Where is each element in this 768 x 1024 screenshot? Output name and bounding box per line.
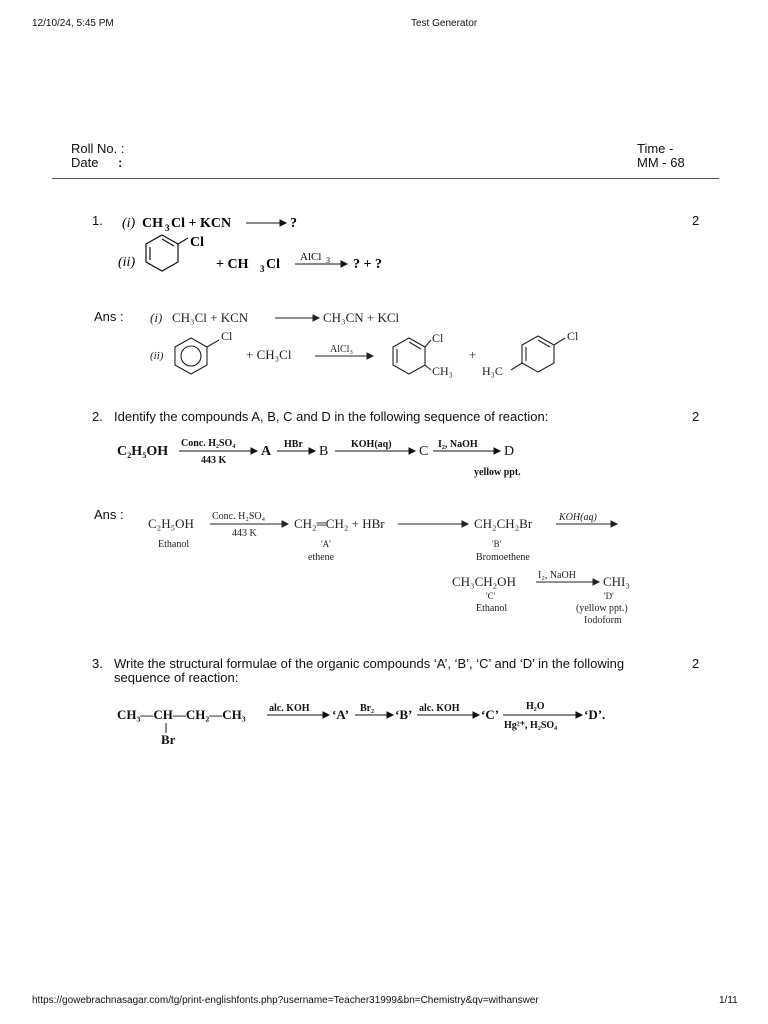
q1-ans-ii-catalyst: AlCl₃	[330, 344, 353, 355]
date-label: Date	[71, 155, 99, 170]
question-1-equation	[110, 206, 430, 276]
q2-eq-start: C₂H₅OH	[117, 444, 169, 459]
page-number: 1/11	[719, 995, 738, 1006]
q3-eq-cond4-bot: Hg²⁺, H₂SO₄	[504, 720, 558, 731]
q2-ans-cond3: KOH(aq)	[559, 512, 597, 523]
question-2-number: 2.	[92, 409, 103, 424]
date-colon: :	[118, 155, 123, 170]
q2-ans-cond1-top: Conc. H₂SO₄	[212, 511, 266, 522]
q1-ans-p2-h3c: H₃C	[482, 364, 503, 378]
q1-eq-ii-plus: + CH	[216, 257, 249, 272]
q2-ans-ethanol-name: Ethanol	[476, 603, 508, 614]
q1-eq-ii-cl2: Cl	[266, 257, 280, 272]
q3-eq-cond3: alc. KOH	[419, 703, 460, 714]
q3-eq-d: ‘D’.	[584, 707, 606, 722]
q1-eq-ii-sub: 3	[260, 264, 265, 274]
q2-ans-chi3-tag: 'D'	[604, 591, 614, 601]
q2-eq-b: B	[319, 444, 329, 459]
q2-eq-cond1-top: Conc. H₂SO₄	[181, 438, 236, 449]
q1-eq-ii-prefix: (ii)	[118, 255, 136, 270]
print-datetime: 12/10/24, 5:45 PM	[32, 18, 114, 29]
q1-ans-p1-cl: Cl	[432, 331, 444, 345]
q1-ans-p1-ch3: CH₃	[432, 364, 453, 378]
print-title: Test Generator	[411, 18, 478, 29]
q3-eq-br: Br	[161, 732, 176, 747]
q2-eq-cond3: KOH(aq)	[351, 439, 392, 450]
q1-ans-i-prefix: (i)	[150, 310, 163, 325]
question-1-marks: 2	[692, 213, 700, 228]
time-label: Time -	[637, 141, 674, 156]
q2-ans-chi3: CHI₃	[603, 574, 630, 589]
question-3-number: 3.	[92, 656, 103, 671]
question-2-answer	[146, 505, 646, 630]
q2-ans-ethene: CH₂═CH₂ + HBr	[294, 516, 385, 531]
max-marks-label: MM - 68	[637, 155, 685, 170]
print-url[interactable]: https://gowebrachnasagar.com/tg/print-englishfonts.php?username=Teacher31999&bn=Chemistry&qv=withanswer	[32, 995, 539, 1006]
q1-ans-plus: +	[469, 347, 477, 362]
q3-eq-b: ‘B’	[395, 707, 413, 722]
q2-ans-chi3-name: Iodoform	[584, 615, 622, 626]
roll-no-label: Roll No. :	[71, 141, 125, 156]
q1-eq-ii-products: ? + ?	[353, 257, 382, 272]
q2-ans-cond1-bot: 443 K	[232, 528, 257, 539]
q1-eq-i-product: ?	[290, 216, 297, 231]
q1-ans-p2-cl: Cl	[567, 329, 579, 343]
q1-eq-i-sub: 3	[165, 223, 170, 233]
q2-ans-ethanol-tag: 'C'	[486, 591, 496, 601]
question-2-answer-label: Ans :	[94, 507, 124, 522]
q2-eq-cond4: I₂, NaOH	[438, 439, 478, 450]
question-2-text: Identify the compounds A, B, C and D in the following sequence of reaction:	[114, 409, 549, 424]
question-3-marks: 2	[692, 656, 700, 671]
q2-ans-start-name: Ethanol	[158, 539, 190, 550]
question-2-marks: 2	[692, 409, 700, 424]
q1-ans-i-products: CH₃CN + KCl	[323, 310, 400, 325]
q1-ans-ii-plus: + CH₃Cl	[246, 347, 292, 362]
q1-eq-i-reactant: CH	[142, 216, 163, 231]
q3-eq-start: CH₃—CH—CH₂—CH₃	[117, 707, 246, 722]
q2-ans-start: C₂H₅OH	[148, 516, 194, 531]
q2-eq-d: D	[504, 444, 515, 459]
question-1-answer-label: Ans :	[94, 309, 124, 324]
question-3-equation	[115, 697, 615, 752]
q2-eq-cond1-bot: 443 K	[201, 455, 227, 466]
question-1-number: 1.	[92, 213, 103, 228]
question-3-text-line1: Write the structural formulae of the organic compounds ‘A’, ‘B’, ‘C’ and ‘D’ in the following	[114, 656, 625, 671]
q2-ans-chi3-note: (yellow ppt.)	[576, 603, 628, 614]
q3-eq-cond2: Br₂	[360, 703, 375, 714]
q1-eq-ii-catalyst: AlCl	[300, 251, 322, 263]
q1-eq-i-rest: Cl + KCN	[171, 216, 232, 231]
q2-ans-ethene-name: ethene	[308, 552, 335, 563]
q2-ans-bromo-name: Bromoethene	[476, 552, 530, 563]
q3-eq-cond4-top: H₂O	[526, 701, 545, 712]
header-divider	[52, 178, 719, 179]
q2-eq-a: A	[261, 444, 272, 459]
q1-ans-i-reactants: CH₃Cl + KCN	[172, 310, 249, 325]
q3-eq-cond1: alc. KOH	[269, 703, 310, 714]
q1-ans-ii-cl: Cl	[221, 329, 233, 343]
question-2-equation	[115, 432, 545, 482]
q2-ans-cond4: I₂, NaOH	[538, 570, 576, 581]
q1-eq-ii-catalyst-sub: 3	[326, 256, 330, 265]
question-1-answer	[145, 302, 605, 382]
q2-ans-ethanol: CH₃CH₂OH	[452, 574, 516, 589]
q2-ans-bromo-tag: 'B'	[492, 539, 502, 549]
q1-eq-i-prefix: (i)	[122, 216, 136, 231]
q2-eq-cond2: HBr	[284, 439, 303, 450]
q3-eq-a: ‘A’	[332, 707, 350, 722]
q3-eq-c: ‘C’	[481, 707, 500, 722]
q2-eq-c: C	[419, 444, 429, 459]
q1-ans-ii-prefix: (ii)	[150, 350, 164, 362]
q1-eq-ii-cl: Cl	[190, 235, 204, 250]
q2-ans-ethene-tag: 'A'	[321, 539, 331, 549]
question-3-text-line2: sequence of reaction:	[114, 670, 239, 685]
q2-ans-bromo: CH₂CH₂Br	[474, 516, 533, 531]
q2-eq-note: yellow ppt.	[474, 467, 521, 478]
